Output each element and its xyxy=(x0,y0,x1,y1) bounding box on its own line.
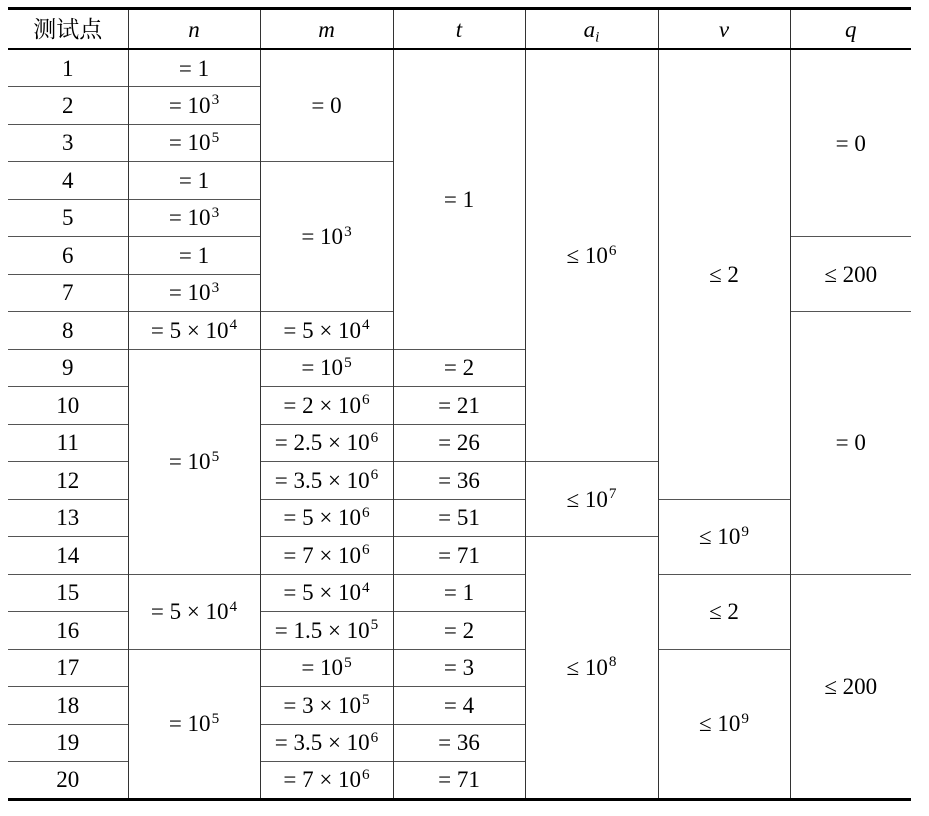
t-cell: = 21 xyxy=(393,387,525,425)
test-point-cell: 16 xyxy=(8,612,128,650)
m-value: = 3 × 10 xyxy=(283,692,362,718)
n-cell: = 1 xyxy=(128,49,260,87)
constraints-table xyxy=(8,7,911,801)
q-cell: ≤ 200 xyxy=(790,237,911,312)
header-q-symbol: q xyxy=(845,16,857,42)
a-i-value: ≤ 10 xyxy=(566,243,608,268)
a-i-value: ≤ 10 xyxy=(566,654,608,680)
n-cell xyxy=(128,274,260,312)
m-cell xyxy=(260,387,393,425)
q-cell: = 0 xyxy=(790,312,911,575)
test-point-cell: 3 xyxy=(8,124,128,162)
m-exponent: 5 xyxy=(344,353,352,371)
m-value: = 2 × 10 xyxy=(283,392,362,418)
m-value: = 3.5 × 10 xyxy=(274,730,370,756)
n-cell: = 1 xyxy=(128,237,260,275)
n-exponent: 3 xyxy=(211,203,220,221)
n-exponent: 4 xyxy=(229,316,238,334)
m-cell xyxy=(260,687,393,725)
m-value: = 10 xyxy=(301,655,344,681)
m-cell xyxy=(260,462,393,500)
n-exponent: 5 xyxy=(211,447,220,465)
n-value: = 10 xyxy=(168,711,211,736)
test-point-cell: 19 xyxy=(8,724,128,762)
test-point-cell: 17 xyxy=(8,649,128,687)
t-cell: = 26 xyxy=(393,424,525,462)
t-cell: = 71 xyxy=(393,762,525,800)
header-n-symbol: n xyxy=(188,16,200,42)
a-i-value: ≤ 10 xyxy=(566,486,608,512)
table-row xyxy=(8,574,911,612)
test-point-cell: 14 xyxy=(8,537,128,575)
n-value: = 5 × 10 xyxy=(150,317,229,343)
m-cell: = 0 xyxy=(260,49,393,162)
n-value: = 10 xyxy=(168,280,211,306)
n-value: = 10 xyxy=(168,92,211,118)
a-i-cell xyxy=(525,537,658,800)
t-cell: = 3 xyxy=(393,649,525,687)
n-cell xyxy=(128,124,260,162)
m-exponent: 5 xyxy=(370,616,379,634)
v-cell xyxy=(658,499,790,574)
v-value: ≤ 10 xyxy=(699,524,741,549)
test-point-cell: 11 xyxy=(8,424,128,462)
header-m xyxy=(260,9,393,50)
t-cell: = 1 xyxy=(393,574,525,612)
header-v-symbol: v xyxy=(718,16,730,42)
m-cell xyxy=(260,162,393,312)
m-exponent: 6 xyxy=(362,503,370,521)
test-point-cell: 20 xyxy=(8,762,128,800)
test-point-cell: 10 xyxy=(8,387,128,425)
n-exponent: 3 xyxy=(211,91,220,109)
m-value: = 10 xyxy=(301,224,344,249)
n-exponent: 3 xyxy=(211,278,220,296)
test-point-cell: 1 xyxy=(8,49,128,87)
m-value: = 3.5 × 10 xyxy=(274,467,370,493)
m-cell xyxy=(260,349,393,387)
m-value: = 5 × 10 xyxy=(283,317,362,343)
m-exponent: 6 xyxy=(362,391,370,409)
m-cell xyxy=(260,612,393,650)
n-cell xyxy=(128,87,260,125)
v-cell xyxy=(658,649,790,799)
m-cell xyxy=(260,499,393,537)
m-exponent: 3 xyxy=(344,222,352,240)
header-q xyxy=(790,9,911,50)
n-exponent: 5 xyxy=(211,709,220,727)
t-cell: = 1 xyxy=(393,49,525,349)
test-point-cell: 5 xyxy=(8,199,128,237)
m-cell xyxy=(260,312,393,350)
header-n xyxy=(128,9,260,50)
m-cell xyxy=(260,649,393,687)
m-exponent: 6 xyxy=(370,428,379,446)
m-exponent: 5 xyxy=(344,653,352,671)
table-row xyxy=(8,649,911,687)
m-value: = 5 × 10 xyxy=(283,580,362,606)
m-exponent: 6 xyxy=(362,541,370,559)
test-point-cell: 7 xyxy=(8,274,128,312)
q-cell: = 0 xyxy=(790,49,911,237)
m-value: = 7 × 10 xyxy=(283,767,362,793)
t-cell: = 36 xyxy=(393,462,525,500)
m-value: = 2.5 × 10 xyxy=(274,430,370,456)
header-a-i xyxy=(525,9,658,50)
n-exponent: 4 xyxy=(229,597,238,615)
m-cell xyxy=(260,724,393,762)
a-i-exponent: 8 xyxy=(608,653,617,671)
m-cell xyxy=(260,762,393,800)
m-exponent: 4 xyxy=(362,578,370,596)
m-value: = 7 × 10 xyxy=(283,542,362,568)
test-point-cell: 13 xyxy=(8,499,128,537)
n-cell xyxy=(128,349,260,574)
m-value: = 5 × 10 xyxy=(283,505,362,531)
n-cell xyxy=(128,649,260,799)
t-cell: = 71 xyxy=(393,537,525,575)
m-cell xyxy=(260,424,393,462)
header-test-point: 测试点 xyxy=(8,9,128,50)
test-point-cell: 6 xyxy=(8,237,128,275)
m-value: = 10 xyxy=(301,355,344,381)
v-cell: ≤ 2 xyxy=(658,49,790,499)
a-i-cell xyxy=(525,462,658,537)
v-exponent: 9 xyxy=(741,709,749,727)
t-cell: = 2 xyxy=(393,349,525,387)
m-cell xyxy=(260,574,393,612)
header-row xyxy=(8,9,911,50)
test-point-cell: 12 xyxy=(8,462,128,500)
n-value: = 10 xyxy=(168,130,211,156)
table-row xyxy=(8,49,911,87)
a-i-exponent: 7 xyxy=(608,485,617,503)
m-exponent: 5 xyxy=(362,691,370,709)
q-cell: ≤ 200 xyxy=(790,574,911,799)
test-point-cell: 15 xyxy=(8,574,128,612)
m-exponent: 6 xyxy=(370,466,379,484)
n-cell xyxy=(128,312,260,350)
n-exponent: 5 xyxy=(211,128,220,146)
v-value: ≤ 10 xyxy=(699,711,741,736)
test-point-cell: 9 xyxy=(8,349,128,387)
m-cell xyxy=(260,537,393,575)
m-exponent: 6 xyxy=(362,765,370,783)
header-a-subscript: i xyxy=(595,28,600,46)
test-point-cell: 8 xyxy=(8,312,128,350)
test-point-cell: 2 xyxy=(8,87,128,125)
header-t xyxy=(393,9,525,50)
header-t-symbol: t xyxy=(455,16,463,42)
header-v xyxy=(658,9,790,50)
n-value: = 5 × 10 xyxy=(150,599,229,624)
n-value: = 10 xyxy=(168,449,211,474)
m-value: = 1.5 × 10 xyxy=(274,617,370,643)
a-i-exponent: 6 xyxy=(608,241,617,259)
n-cell: = 1 xyxy=(128,162,260,200)
t-cell: = 2 xyxy=(393,612,525,650)
a-i-cell xyxy=(525,49,658,462)
t-cell: = 36 xyxy=(393,724,525,762)
header-m-symbol: m xyxy=(318,16,335,42)
test-point-cell: 18 xyxy=(8,687,128,725)
n-value: = 10 xyxy=(168,205,211,231)
n-cell xyxy=(128,199,260,237)
v-cell: ≤ 2 xyxy=(658,574,790,649)
m-exponent: 4 xyxy=(362,316,370,334)
t-cell: = 4 xyxy=(393,687,525,725)
m-exponent: 6 xyxy=(370,728,379,746)
test-point-cell: 4 xyxy=(8,162,128,200)
t-cell: = 51 xyxy=(393,499,525,537)
header-a-symbol: a xyxy=(583,16,596,42)
n-cell xyxy=(128,574,260,649)
v-exponent: 9 xyxy=(741,522,749,540)
